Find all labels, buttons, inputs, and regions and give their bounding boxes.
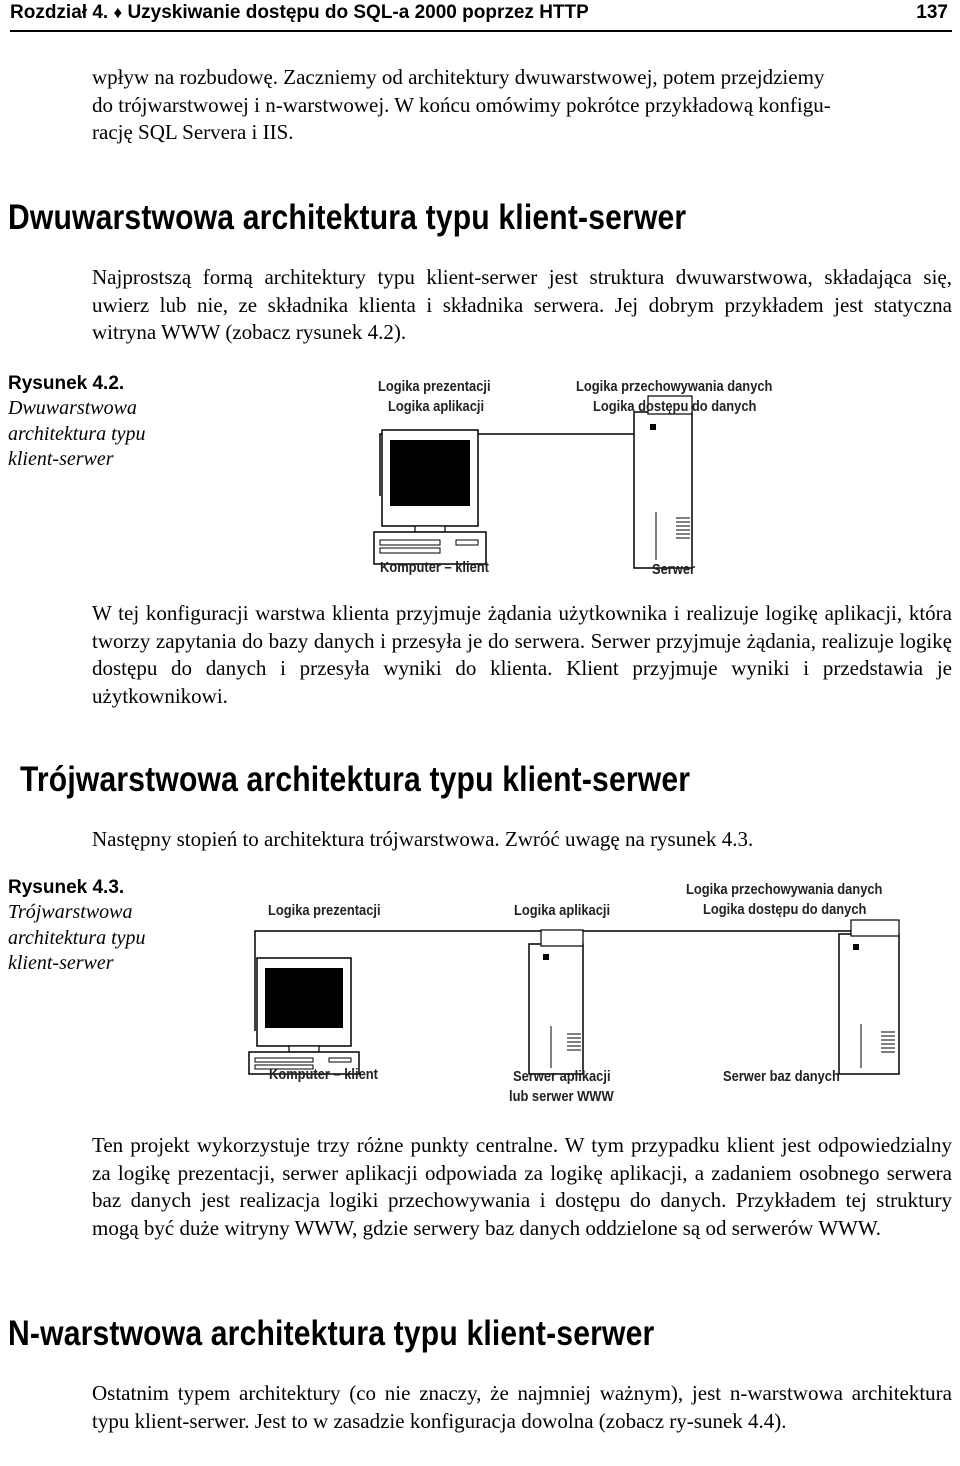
diamond-icon: ♦ xyxy=(113,3,123,22)
caption-line: klient-serwer xyxy=(8,448,114,470)
three-tier-paragraph-1: Następny stopień to architektura trójwarstwowa. Zwróć uwagę na rysunek 4.3. xyxy=(92,827,754,851)
intro-line-3: rację SQL Servera i IIS. xyxy=(92,120,294,144)
label-server: Serwer xyxy=(652,561,696,578)
caption-line: Dwuwarstwowa xyxy=(8,397,137,419)
caption-line: Trójwarstwowa xyxy=(8,901,133,923)
intro-line-1: wpływ na rozbudowę. Zaczniemy od architektury dwuwarstwowej, potem przejdziemy xyxy=(92,65,825,89)
caption-line: architektura typu xyxy=(8,422,146,445)
label-data-access-logic: Logika dostępu do danych xyxy=(703,901,867,918)
label-presentation-logic: Logika prezentacji xyxy=(378,378,491,395)
figure-number: Rysunek 4.3. xyxy=(8,877,125,898)
two-tier-paragraph-1: Najprostszą formą architektury typu klient-serwer jest struktura dwuwarstwowa, składająca się, uwierz lub nie, ze składnika klienta i składnika serwera. Jej dobrym przykładem jest statyczna witryna WWW (zobacz rysunek 4.2). xyxy=(92,265,952,344)
label-data-storage-logic: Logika przechowywania danych xyxy=(576,378,773,395)
figure-4-2-caption xyxy=(8,372,178,473)
two-tier-paragraph-2: W tej konfiguracji warstwa klienta przyjmuje żądania użytkownika i realizuje logikę aplikacji, która tworzy zapytania do bazy danych i przesyła je do serwera. Serwer przyjmuje żądania, realizuje logikę dostępu do danych i przesyła wyniki do klienta. Klient przyjmuje wyniki i przedstawia je użytkownikowi. xyxy=(92,601,952,708)
caption-line: architektura typu xyxy=(8,926,146,949)
caption-line: klient-serwer xyxy=(8,952,114,974)
server-tower-icon xyxy=(634,396,692,568)
app-server-tower-icon xyxy=(529,930,583,1074)
intro-line-2: do trójwarstwowej i n-warstwowej. W końcu omówimy pokrótce przykładową konfigu- xyxy=(92,92,831,117)
section-heading-three-tier: Trójwarstwowa architektura typu klient-serwer xyxy=(20,760,691,799)
label-client-computer: Komputer – klient xyxy=(380,559,489,576)
client-computer-icon xyxy=(374,430,486,564)
label-data-storage-logic: Logika przechowywania danych xyxy=(686,881,883,898)
intro-paragraph xyxy=(92,64,952,147)
label-db-server: Serwer baz danych xyxy=(723,1068,840,1085)
label-app-server: Serwer aplikacji xyxy=(513,1068,611,1085)
label-data-access-logic: Logika dostępu do danych xyxy=(593,398,757,415)
client-computer-icon xyxy=(249,958,359,1074)
label-client-computer: Komputer – klient xyxy=(269,1066,378,1083)
running-header xyxy=(10,0,952,32)
page-number: 137 xyxy=(916,2,948,23)
figure-number: Rysunek 4.2. xyxy=(8,373,125,394)
n-tier-paragraph-1: Ostatnim typem architektury (co nie znaczy, że najmniej ważnym), jest n-warstwowa architektura typu klient-serwer. Jest to w zasadzie konfiguracja dowolna (zobacz ry-sunek 4.4). xyxy=(92,1381,952,1433)
db-server-tower-icon xyxy=(839,920,899,1074)
label-application-logic: Logika aplikacji xyxy=(514,902,611,919)
label-application-logic: Logika aplikacji xyxy=(388,398,485,415)
header-title-group xyxy=(10,2,589,24)
section-heading-n-tier: N-warstwowa architektura typu klient-serwer xyxy=(8,1314,655,1353)
section-heading-two-tier: Dwuwarstwowa architektura typu klient-serwer xyxy=(8,198,687,237)
chapter-label: Rozdział 4. xyxy=(10,2,109,23)
three-tier-paragraph-2: Ten projekt wykorzystuje trzy różne punkty centralne. W tym przypadku klient jest odpowiedzialny za logikę prezentacji, serwer aplikacji odpowiada za logikę aplikacji, a zadaniem osobnego serwera baz danych jest realizacja logiki przechowywania i dostępu do danych. Przykładem tej struktury mogą być duże witryny WWW, gdzie serwery baz danych oddzielone są od serwerów WWW. xyxy=(92,1133,952,1240)
label-web-server: lub serwer WWW xyxy=(509,1088,614,1105)
label-presentation-logic: Logika prezentacji xyxy=(268,902,381,919)
chapter-title: Uzyskiwanie dostępu do SQL-a 2000 poprzez HTTP xyxy=(127,2,589,23)
figure-4-3-caption xyxy=(8,876,178,977)
